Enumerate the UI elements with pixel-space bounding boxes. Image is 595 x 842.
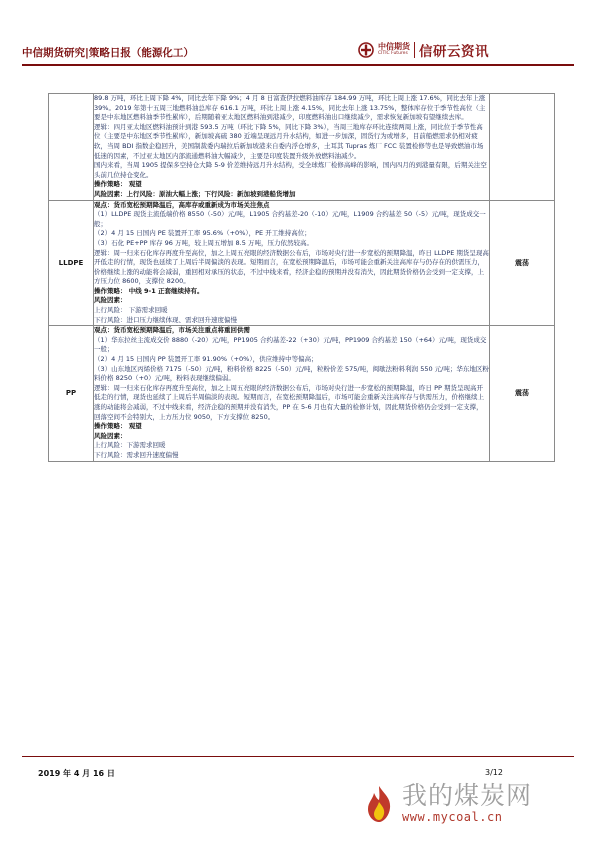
report-header-title: 中信期货研究|策略日报（能源化工） — [22, 47, 194, 59]
analysis-paragraph: 国内来看，当周 1905 提保多空持仓大降 5-9 价差维持远月升水结构，受全球炼厂检修高峰的影响，国内四月的到港量有限，后期关注空头前几位持仓变化。 — [94, 161, 487, 179]
analysis-paragraph: （1）LLDPE 现货主流低端价格 8550（-50）元/吨，L1905 合约基差-20（-10）元/吨，L1909 合约基差 50（-5）元/吨，现货成交一般； — [94, 210, 486, 228]
view-rating — [490, 94, 555, 201]
analysis-paragraph: 89.8 万吨，环比上周下降 4%，同比去年下降 9%；4 月 8 日富查伊拉燃料油库存 184.99 万吨，环比上周上涨 17.6%，同比去年上涨 39%。2019 年第十五周三地燃料油总库存 616.1 万吨，环比上周上涨 4.15%，同比去年上涨 13.75%，整体库存位于季节性高位（主要是中东地区燃料油季节性累库），后期随着亚太地区燃料油到港减少，印度燃料油出口继续减少，需求恢复新加坡有望继续去库。 — [94, 94, 486, 122]
watermark-url: www.mycoal.cn — [402, 810, 503, 824]
analysis-paragraph: 操作策略： 观望 — [94, 422, 142, 431]
logo-english-name: CITIC Futures — [378, 51, 408, 57]
analysis-paragraph: （3）石化 PE+PP 库存 96 万吨，较上周五增加 8.5 万吨，压力依然较高。 — [94, 238, 313, 247]
product-label — [49, 94, 94, 201]
analysis-paragraph: 逻辑：周一归来石化库存再度升至高位，加之上周五亮眼的经济数据公布后，市场对央行进一步宽松的预期降温，昨日 LLDPE 期货呈现高开低走的行情，现货也延续了上周后半周偏淡的表现。短期而言，在宽松预期降温后，市场可能会重新关注高库存与仍存在的供需压力，价格继续上涨的动能将会减弱，重回相对承压的状态，不过中线来看，经济企稳的预期并没有消失，因此期货价格仍会受到一定支撑，上方压力位 8600，支撑位 8200。 — [94, 248, 489, 286]
analysis-paragraph: 观点：货币宽松预期降温后，市场关注重点将重回供需 — [94, 326, 250, 335]
logo-divider — [414, 42, 415, 58]
page-number: 3/12 — [485, 768, 503, 777]
analysis-paragraph: （1）华东拉丝主流成交价 8880（-20）元/吨，PP1905 合约基差-22（+30）元/吨，PP1909 合约基差 150（+64）元/吨，现货成交一般； — [94, 335, 487, 354]
analysis-paragraph: 下行风险：进口压力继续体现、需求回升速度偏慢 — [94, 315, 237, 324]
analysis-paragraph: （2）4 月 15 日国内 PP 装置开工率 91.90%（+0%），供应维持中等偏高； — [94, 355, 318, 364]
analysis-paragraph: （3）山东地区丙烯价格 7175（-50）元/吨，粉料价格 8225（-50）元/吨，粒粉价差 575/吨，闽歇法粉料利润 550 元/吨；华东地区粉料价格 8250（+0）元/吨，粉料表现继续偏弱。 — [94, 364, 489, 383]
report-date: 2019 年 4 月 16 日 — [38, 769, 115, 778]
analysis-paragraph: 逻辑：四月亚太地区燃料油预计到港 593.5 万吨（环比下降 5%，同比下降 3%），当周三地库存环比连续两周上涨，同比位于季节性高位（主要是中东地区季节性累库），新加坡高硫 380 近端呈现远月升水结构，如进一步加深，固货行为或增多，目前船燃需求仍相对疲软，当周 BDI 指数企稳回升，美国制裁委内瑞拉后新加坡港来自委内浮仓增多，土耳其 Tupras 炼厂 FCC 装置检修等也是导致燃油市场低迷的因素，不过亚太地区内部流通燃料油大幅减少，主要是印度装置升级外放燃料油减少。 — [94, 122, 484, 160]
product-label: LLDPE — [49, 200, 94, 326]
coal-flame-icon — [362, 784, 396, 824]
header-rule — [22, 64, 574, 66]
analysis-paragraph: （2）4 月 15 日国内 PE 装置开工率 95.6%（+0%），PE 开工维持高位； — [94, 229, 311, 238]
watermark — [362, 782, 532, 824]
view-rating: 震荡 — [490, 200, 555, 326]
analysis-content — [94, 200, 490, 326]
brand-name: 信研云资讯 — [419, 44, 489, 60]
strategy-table — [48, 93, 555, 462]
table-row — [49, 200, 555, 326]
table-row — [49, 326, 555, 461]
analysis-paragraph: 观点：货币宽松预期降温后，高库存或重新成为市场关注焦点 — [94, 200, 270, 209]
analysis-paragraph: 风险因素： — [94, 431, 127, 440]
analysis-paragraph: 操作策略： 中线 9-1 正套继续持有。 — [94, 286, 204, 295]
analysis-paragraph: 逻辑：周一归来石化库存再度升至高位，加之上周五亮眼的经济数据公布后，市场对央行进一步宽松的预期降温，昨日 PP 期货呈现高开低走的行情，现货也延续了上周后半周偏淡的表现。短期而言，在宽松预期降温后，市场可能会重新关注高库存与供需压力，价格继续上涨的动能将会减弱，不过中线来看，经济企稳的预期并没有消失，PP 在 5-6 月也有大量的检修计划，因此期货价格仍会受到一定支撑，回落空间不会特别大，上方压力位 9050，下方支撑位 8250。 — [94, 383, 484, 421]
product-label: PP — [49, 326, 94, 461]
view-rating: 震荡 — [490, 326, 555, 461]
analysis-paragraph: 风险因素：上行风险：原油大幅上涨；下行风险：新加坡到港船货增加 — [94, 189, 296, 198]
footer-rule — [22, 756, 574, 757]
analysis-paragraph: 风险因素： — [94, 296, 127, 305]
analysis-content — [94, 94, 490, 201]
citic-logo-icon — [358, 42, 374, 58]
analysis-paragraph: 下行风险：需求回升速度偏慢 — [94, 450, 179, 459]
analysis-paragraph: 操作策略： 观望 — [94, 180, 142, 189]
table-row — [49, 94, 555, 201]
watermark-site-name: 我的煤炭网 — [402, 781, 533, 810]
analysis-paragraph: 上行风险： 下游需求回暖 — [94, 306, 168, 315]
analysis-paragraph: 上行风险：下游需求回暖 — [94, 441, 166, 450]
logo-chinese-name: 中信期货 — [378, 42, 410, 52]
analysis-content — [94, 326, 490, 461]
citic-futures-logo — [358, 40, 489, 60]
